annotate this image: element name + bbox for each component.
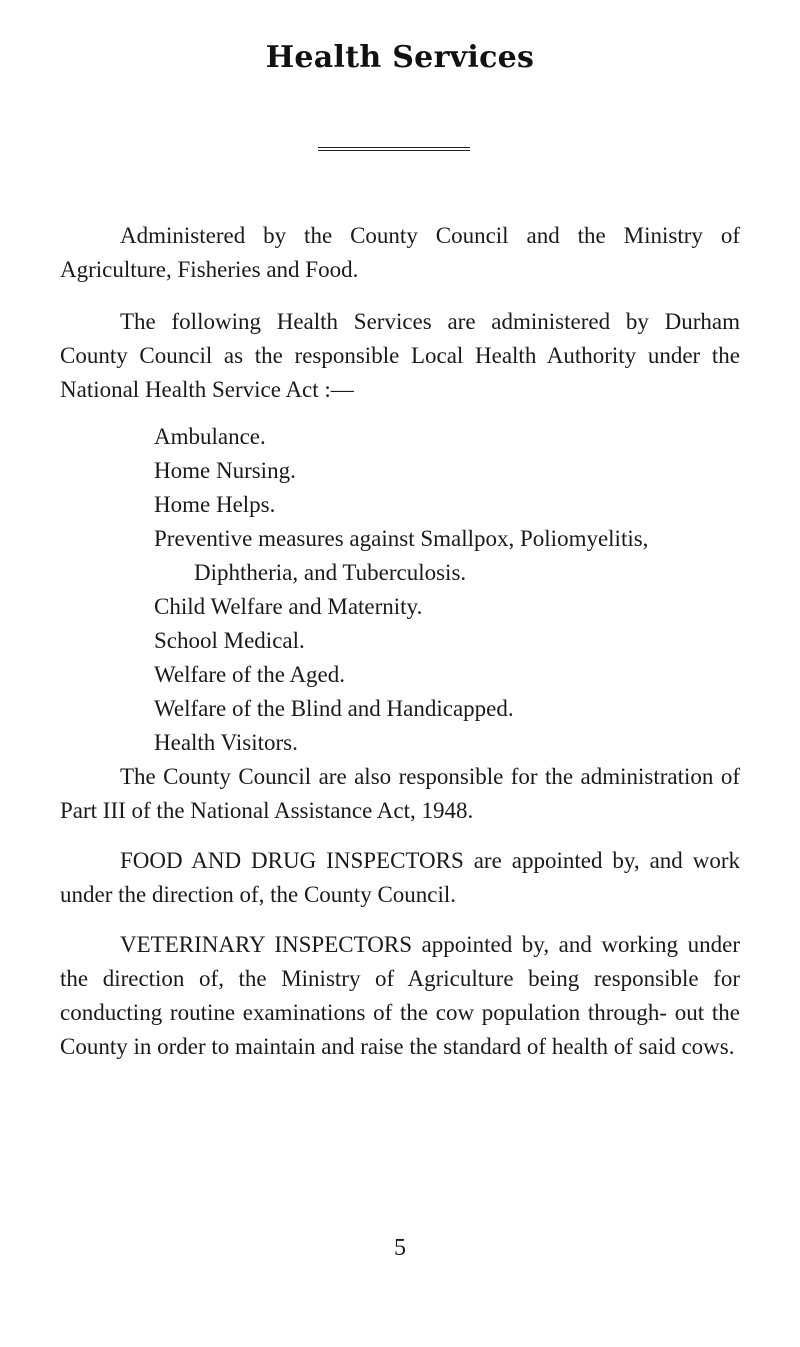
services-list <box>154 420 754 760</box>
paragraph-administered: Administered by the County Council and the Ministry of Agriculture, Fisheries and Food. <box>60 223 740 282</box>
title-divider <box>318 147 470 151</box>
service-item: Health Visitors. <box>154 730 298 755</box>
service-item: Welfare of the Blind and Handicapped. <box>154 696 514 721</box>
service-item: School Medical. <box>154 628 305 653</box>
paragraph-veterinary: VETERINARY INSPECTORS appointed by, and working under the direction of, the Ministry of Agriculture being responsible for conducting routine examinations of the cow population through- out the County in order to maintain and raise the standard of health of said cows. <box>60 932 740 1059</box>
page-title: Health Services <box>265 40 535 75</box>
service-item: Ambulance. <box>154 424 266 449</box>
service-item: Welfare of the Aged. <box>154 662 346 687</box>
paragraph-following: The following Health Services are administered by Durham County Council as the responsible Local Health Authority under the National Health Service Act :— <box>60 309 740 402</box>
paragraph-food-drug: FOOD AND DRUG INSPECTORS are appointed by, and work under the direction of, the County Council. <box>60 848 740 907</box>
paragraph-assistance: The County Council are also responsible for the administration of Part III of the National Assistance Act, 1948. <box>60 764 740 823</box>
service-item: Child Welfare and Maternity. <box>154 594 423 619</box>
service-item: Home Nursing. <box>154 458 296 483</box>
service-item: Preventive measures against Smallpox, Poliomyelitis, Diphtheria, and Tuberculosis. <box>154 526 649 585</box>
service-item: Home Helps. <box>154 492 276 517</box>
page-number: 5 <box>394 1235 406 1261</box>
